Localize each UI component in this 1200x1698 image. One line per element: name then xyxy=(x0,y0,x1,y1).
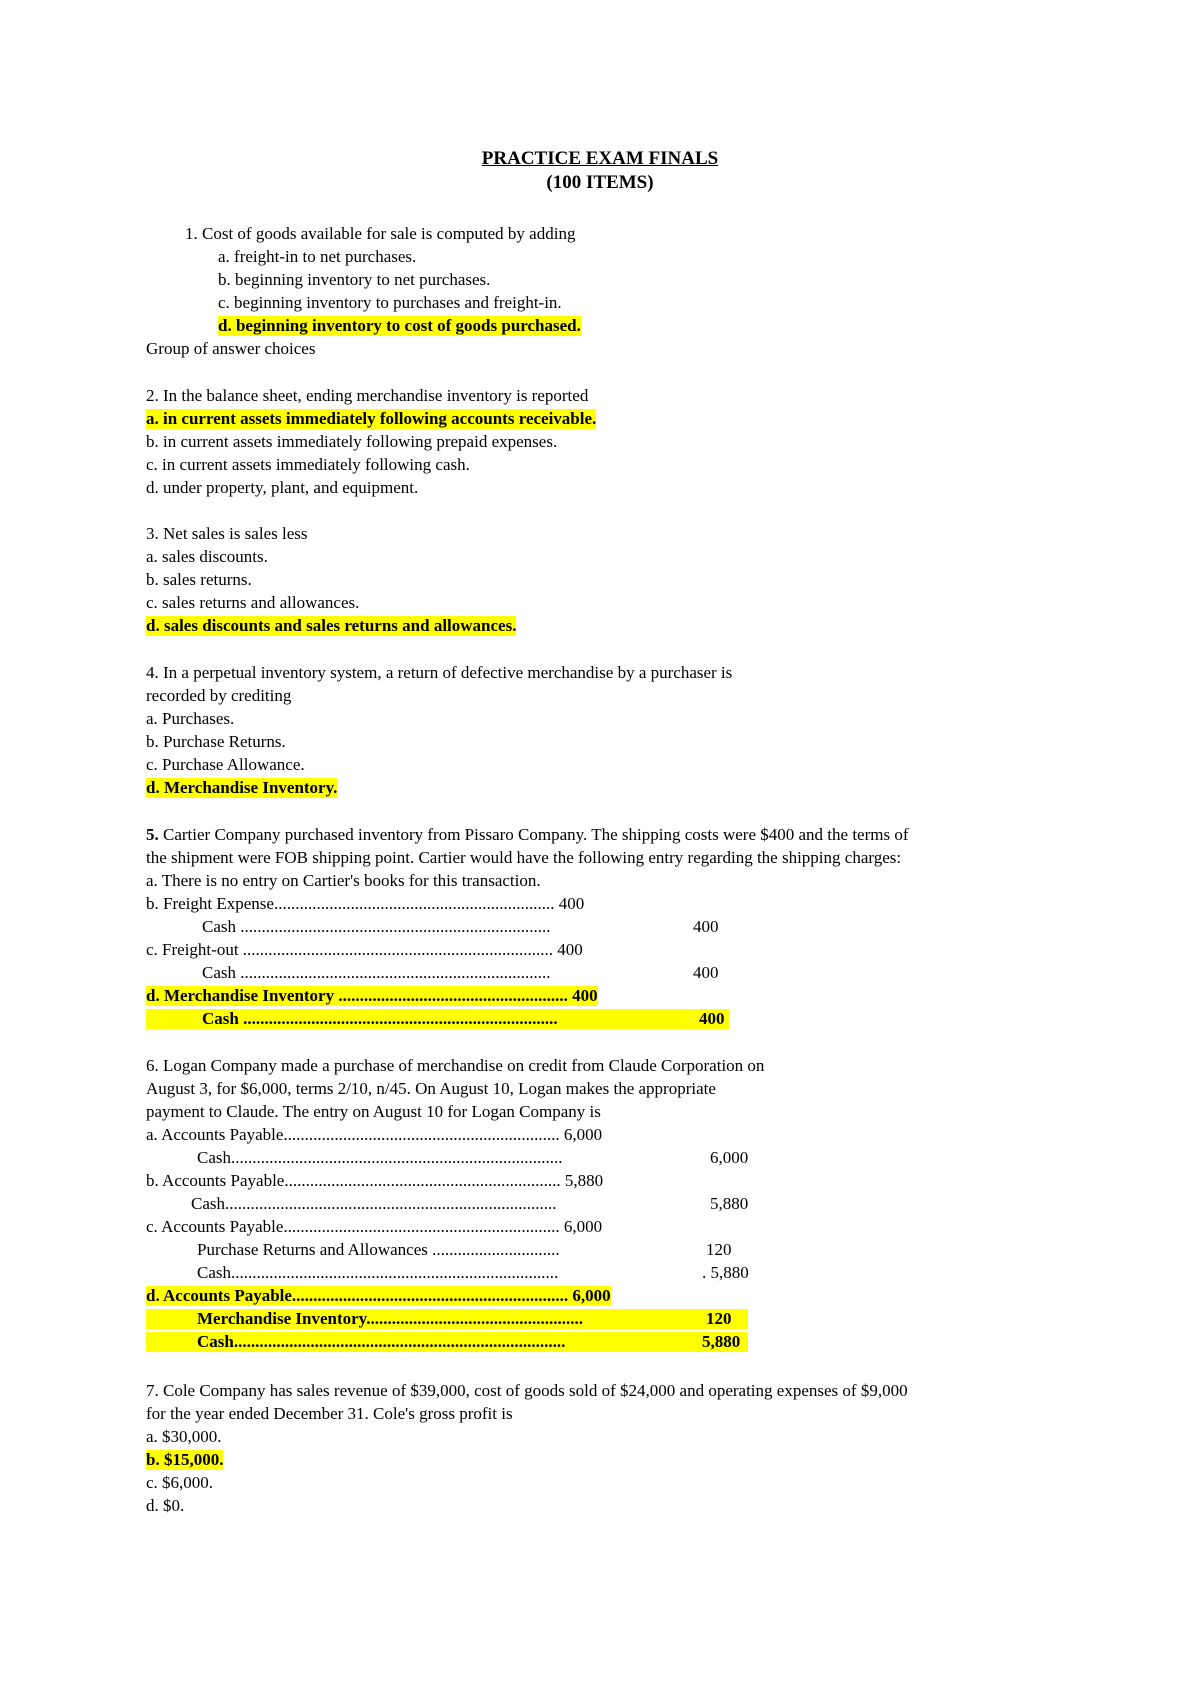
question-5-choice-b-debit: b. Freight Expense.................................................................. 400 xyxy=(146,894,585,913)
question-6-choice-d-credit-2-answer xyxy=(146,1332,748,1352)
question-6-choice-d-credit-1-label: Merchandise Inventory................................................... xyxy=(197,1309,583,1328)
question-5-choice-d-credit-label: Cash .......................................................................... xyxy=(202,1009,558,1028)
question-3-choice-b: b. sales returns. xyxy=(146,570,252,589)
question-6-text-line-1: 6. Logan Company made a purchase of merchandise on credit from Claude Corporation on xyxy=(146,1056,765,1075)
document-subtitle: (100 ITEMS) xyxy=(546,172,654,193)
question-6-choice-c-credit-2-amount: . 5,880 xyxy=(702,1263,749,1282)
question-7-text-line-1: 7. Cole Company has sales revenue of $39,000, cost of goods sold of $24,000 and operating expenses of $9,000 xyxy=(146,1381,908,1400)
question-2-choice-b: b. in current assets immediately following prepaid expenses. xyxy=(146,432,558,451)
question-2-choice-d: d. under property, plant, and equipment. xyxy=(146,478,419,497)
question-7-choice-c: c. $6,000. xyxy=(146,1473,214,1492)
question-4-choice-d-answer: d. Merchandise Inventory. xyxy=(146,778,338,797)
question-1-choice-d-answer: d. beginning inventory to cost of goods purchased. xyxy=(218,316,581,335)
question-3-text: 3. Net sales is sales less xyxy=(146,524,308,543)
question-6-choice-d-debit-answer: d. Accounts Payable................................................................. 6,000 xyxy=(146,1286,611,1305)
question-6-choice-c-credit-1-label: Purchase Returns and Allowances .............................. xyxy=(197,1240,560,1259)
question-6-text-line-3: payment to Claude. The entry on August 10 for Logan Company is xyxy=(146,1102,601,1121)
question-7-choice-b-answer: b. $15,000. xyxy=(146,1450,224,1469)
question-3-choice-c: c. sales returns and allowances. xyxy=(146,593,360,612)
question-3-choice-d-answer: d. sales discounts and sales returns and allowances. xyxy=(146,616,517,635)
question-4-choice-a: a. Purchases. xyxy=(146,709,235,728)
question-2-choice-c: c. in current assets immediately following cash. xyxy=(146,455,470,474)
question-5-text-line-2: the shipment were FOB shipping point. Cartier would have the following entry regarding the shipping charges: xyxy=(146,848,902,867)
question-5-choice-c-debit: c. Freight-out ......................................................................... 400 xyxy=(146,940,583,959)
question-6-text-line-2: August 3, for $6,000, terms 2/10, n/45. On August 10, Logan makes the appropriate xyxy=(146,1079,716,1098)
question-5-choice-d-credit-answer xyxy=(146,1009,729,1029)
question-6-choice-c-debit: c. Accounts Payable................................................................. 6,000 xyxy=(146,1217,603,1236)
question-2-text: 2. In the balance sheet, ending merchandise inventory is reported xyxy=(146,386,589,405)
question-6-choice-d-credit-2-amount: 5,880 xyxy=(702,1332,741,1351)
question-2-choice-a-answer: a. in current assets immediately following accounts receivable. xyxy=(146,409,597,428)
group-of-answer-choices-label: Group of answer choices xyxy=(146,339,316,358)
question-1-choice-b: b. beginning inventory to net purchases. xyxy=(218,270,491,289)
question-6-choice-d-credit-1-answer xyxy=(146,1309,748,1329)
question-6-choice-a-debit: a. Accounts Payable................................................................. 6,000 xyxy=(146,1125,603,1144)
question-4-text-line-2: recorded by crediting xyxy=(146,686,292,705)
question-5-choice-d-credit-amount: 400 xyxy=(699,1009,725,1028)
question-1-text: 1. Cost of goods available for sale is computed by adding xyxy=(185,224,576,243)
question-5-number: 5. xyxy=(146,825,159,844)
question-6-choice-b-credit-label: Cash.............................................................................. xyxy=(191,1194,557,1213)
question-6-choice-c-credit-2-label: Cash............................................................................. xyxy=(197,1263,559,1282)
question-6-choice-b-credit-amount: 5,880 xyxy=(710,1194,749,1213)
question-6-choice-d-credit-2-label: Cash.............................................................................. xyxy=(197,1332,566,1351)
question-4-choice-b: b. Purchase Returns. xyxy=(146,732,286,751)
question-5-choice-c-credit-amount: 400 xyxy=(693,963,719,982)
question-5-choice-b-credit-label: Cash ......................................................................... xyxy=(202,917,551,936)
question-5-text: Cartier Company purchased inventory from Pissaro Company. The shipping costs were $400 and the terms of xyxy=(158,825,909,844)
question-1-choice-a: a. freight-in to net purchases. xyxy=(218,247,417,266)
question-6-choice-a-credit-amount: 6,000 xyxy=(710,1148,749,1167)
question-5-choice-a: a. There is no entry on Cartier's books for this transaction. xyxy=(146,871,541,890)
question-6-choice-d-credit-1-amount: 120 xyxy=(706,1309,732,1328)
question-7-choice-a: a. $30,000. xyxy=(146,1427,222,1446)
question-6-choice-c-credit-1-amount: 120 xyxy=(706,1240,732,1259)
question-4-choice-c: c. Purchase Allowance. xyxy=(146,755,305,774)
question-3-choice-a: a. sales discounts. xyxy=(146,547,268,566)
question-5-choice-b-credit-amount: 400 xyxy=(693,917,719,936)
question-6-choice-b-debit: b. Accounts Payable................................................................. 5,880 xyxy=(146,1171,604,1190)
document-title: PRACTICE EXAM FINALS xyxy=(481,148,719,169)
question-7-choice-d: d. $0. xyxy=(146,1496,185,1515)
question-5-choice-c-credit-label: Cash ......................................................................... xyxy=(202,963,551,982)
question-4-text-line-1: 4. In a perpetual inventory system, a return of defective merchandise by a purchaser is xyxy=(146,663,733,682)
question-6-choice-a-credit-label: Cash.............................................................................. xyxy=(197,1148,563,1167)
question-7-text-line-2: for the year ended December 31. Cole's gross profit is xyxy=(146,1404,513,1423)
question-5-choice-d-debit-answer: d. Merchandise Inventory ...................................................... 400 xyxy=(146,986,598,1005)
question-1-choice-c: c. beginning inventory to purchases and freight-in. xyxy=(218,293,562,312)
question-5-text-line-1 xyxy=(146,825,909,845)
